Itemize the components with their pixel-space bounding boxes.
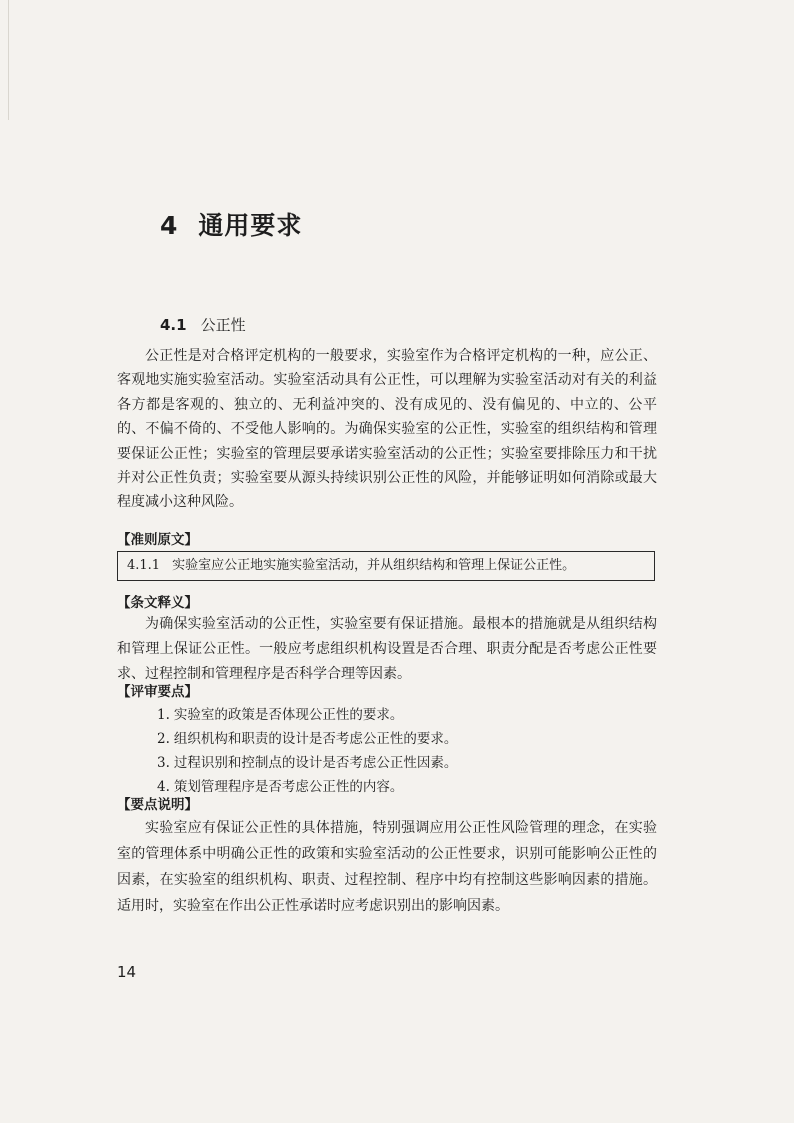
section-title (160, 314, 246, 335)
list-item-text: 策划管理程序是否考虑公正性的内容。 (173, 779, 404, 795)
page-number: 14 (117, 963, 137, 981)
notes-paragraph: 实验室应有保证公正性的具体措施，特别强调应用公正性风险管理的理念，在实验室的管理体系中明确公正性的政策和实验室活动的公正性要求，识别可能影响公正性的因素，在实验室的组织机构、职责、过程控制、程序中均有控制这些影响因素的措施。适用时，实验室在作出公正性承诺时应考虑识别出的影响因素。 (117, 820, 657, 914)
list-item-number: 1. (157, 707, 170, 723)
list-item-text: 实验室的政策是否体现公正性的要求。 (173, 707, 404, 723)
interpretation-paragraph: 为确保实验室活动的公正性，实验室要有保证措施。最根本的措施就是从组织结构和管理上保证公正性。一般应考虑组织机构设置是否合理、职责分配是否考虑公正性要求、过程控制和管理程序是否科学合理等因素。 (117, 616, 657, 682)
list-item-text: 组织机构和职责的设计是否考虑公正性的要求。 (173, 731, 458, 747)
interpretation-heading: 【条文释义】 (117, 595, 198, 611)
review-heading: 【评审要点】 (117, 684, 198, 700)
clause-box (117, 551, 655, 581)
section-title-text: 公正性 (200, 316, 246, 334)
list-item-number: 2. (157, 731, 170, 747)
chapter-title-text: 通用要求 (198, 211, 303, 240)
scan-edge-line (8, 0, 9, 120)
list-item (157, 727, 457, 751)
intro-paragraph: 公正性是对合格评定机构的一般要求，实验室作为合格评定机构的一种，应公正、客观地实施实验室活动。实验室活动具有公正性，可以理解为实验室活动对有关的利益各方都是客观的、独立的、无利益冲突的、没有成见的、没有偏见的、中立的、公平的、不偏不倚的、不受他人影响的。为确保实验室的公正性，实验室的组织结构和管理要保证公正性；实验室的管理层要承诺实验室活动的公正性；实验室要排除压力和干扰并对公正性负责；实验室要从源头持续识别公正性的风险，并能够证明如何消除或最大程度减小这种风险。 (117, 348, 657, 511)
list-item-number: 3. (157, 755, 170, 771)
list-item-number: 4. (157, 779, 170, 795)
criteria-heading: 【准则原文】 (117, 532, 198, 548)
list-item (157, 775, 457, 799)
list-item-text: 过程识别和控制点的设计是否考虑公正性因素。 (173, 755, 458, 771)
chapter-number: 4 (160, 211, 179, 240)
notes-heading: 【要点说明】 (117, 797, 198, 813)
review-points-list (157, 703, 457, 799)
clause-number: 4.1.1 (127, 558, 161, 573)
section-number: 4.1 (160, 316, 187, 334)
chapter-title (160, 206, 302, 242)
clause-text: 实验室应公正地实施实验室活动，并从组织结构和管理上保证公正性。 (172, 558, 576, 573)
list-item (157, 751, 457, 775)
list-item (157, 703, 457, 727)
